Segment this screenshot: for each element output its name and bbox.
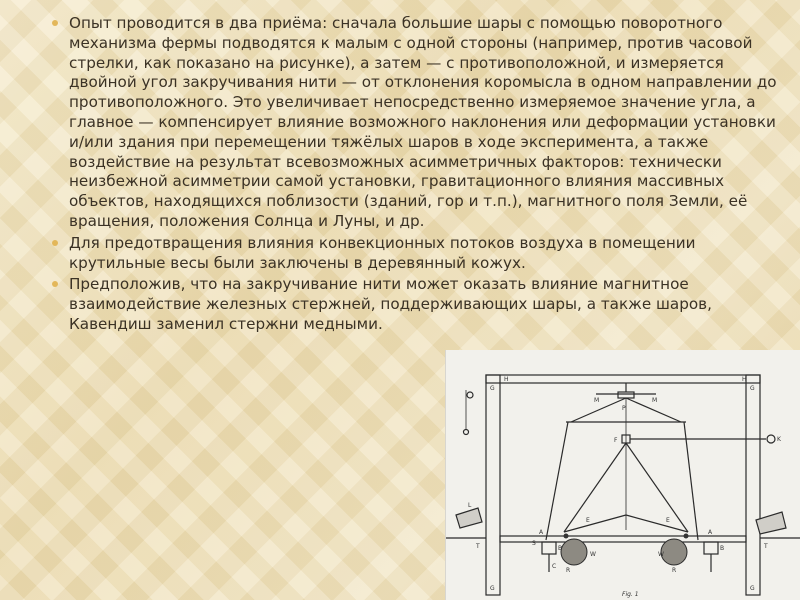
label-e-right: E: [666, 517, 670, 524]
label-g-left: G: [490, 385, 495, 392]
small-ball-left: [564, 534, 569, 539]
label-w-left: W: [590, 551, 596, 558]
label-h-left: H: [504, 376, 509, 383]
label-a-left: A: [539, 529, 544, 536]
text-content: [52, 14, 780, 337]
left-rod: [546, 422, 568, 540]
label-p: P: [622, 405, 626, 412]
right-post: [746, 375, 760, 595]
label-h-right: H: [742, 376, 747, 383]
label-e-left: E: [586, 517, 590, 524]
label-g-right: G: [750, 385, 755, 392]
label-r-right: R: [672, 567, 677, 574]
right-rod: [684, 422, 698, 540]
label-l: L: [468, 502, 472, 509]
bullet-paragraph-1: Опыт проводится в два приёма: сначала большие шары с помощью поворотного механизма фермы подводятся к малым с одной стороны (например, против часовой стрелки, как показано на рисунке), а затем — с противоположной, и измеряется двойной угол закручивания нити — от отклонения коромысла в одном направлении до противоположного. Это увеличивает непосредственно измеряемое значение угла, а главное — компенсирует влияние возможного наклонения или деформации установки и/или здания при перемещении тяжёлых шаров в ходе эксперимента, а также воздействие на результат всевозможных асимметричных факторов: технически неизбежной асимметрии самой установки, гравитационного влияния массивных объектов, находящихся поблизости (зданий, гор и т.п.), магнитного поля Земли, её вращения, положения Солнца и Луны, и др.: [52, 14, 780, 232]
telescope-knob: [767, 435, 775, 443]
top-beam: [486, 375, 760, 383]
label-s: S: [532, 540, 536, 547]
base-beam: [500, 536, 746, 542]
label-a-right: A: [708, 529, 713, 536]
label-f: F: [614, 437, 618, 444]
large-ball-right: [661, 539, 687, 565]
label-m-right: M: [652, 397, 658, 404]
label-g-bottom-right: G: [750, 585, 755, 592]
label-t-right: T: [764, 543, 768, 550]
figure-caption: Fig. 1: [622, 591, 639, 598]
torsion-balance-drawing: [446, 350, 800, 600]
label-b-left: B: [558, 545, 563, 552]
large-ball-left: [561, 539, 587, 565]
label-b-right: B: [720, 545, 725, 552]
left-post: [486, 375, 500, 595]
label-m-left: M: [594, 397, 600, 404]
label-t-left: T: [476, 543, 480, 550]
bullet-paragraph-3: Предположив, что на закручивание нити может оказать влияние магнитное взаимодействие железных стержней, поддерживающих шары, а также шаров, Кавендиш заменил стержни медными.: [52, 275, 780, 334]
label-g-bottom-left: G: [490, 585, 495, 592]
small-ball-right: [684, 534, 689, 539]
label-c: C: [552, 563, 557, 570]
torsion-balance-figure: [445, 350, 800, 600]
label-r-left: R: [566, 567, 571, 574]
label-k: K: [777, 436, 781, 443]
label-w-right: W: [658, 551, 664, 558]
bullet-paragraph-2: Для предотвращения влияния конвекционных потоков воздуха в помещении крутильные весы были заключены в деревянный кожух.: [52, 234, 780, 274]
